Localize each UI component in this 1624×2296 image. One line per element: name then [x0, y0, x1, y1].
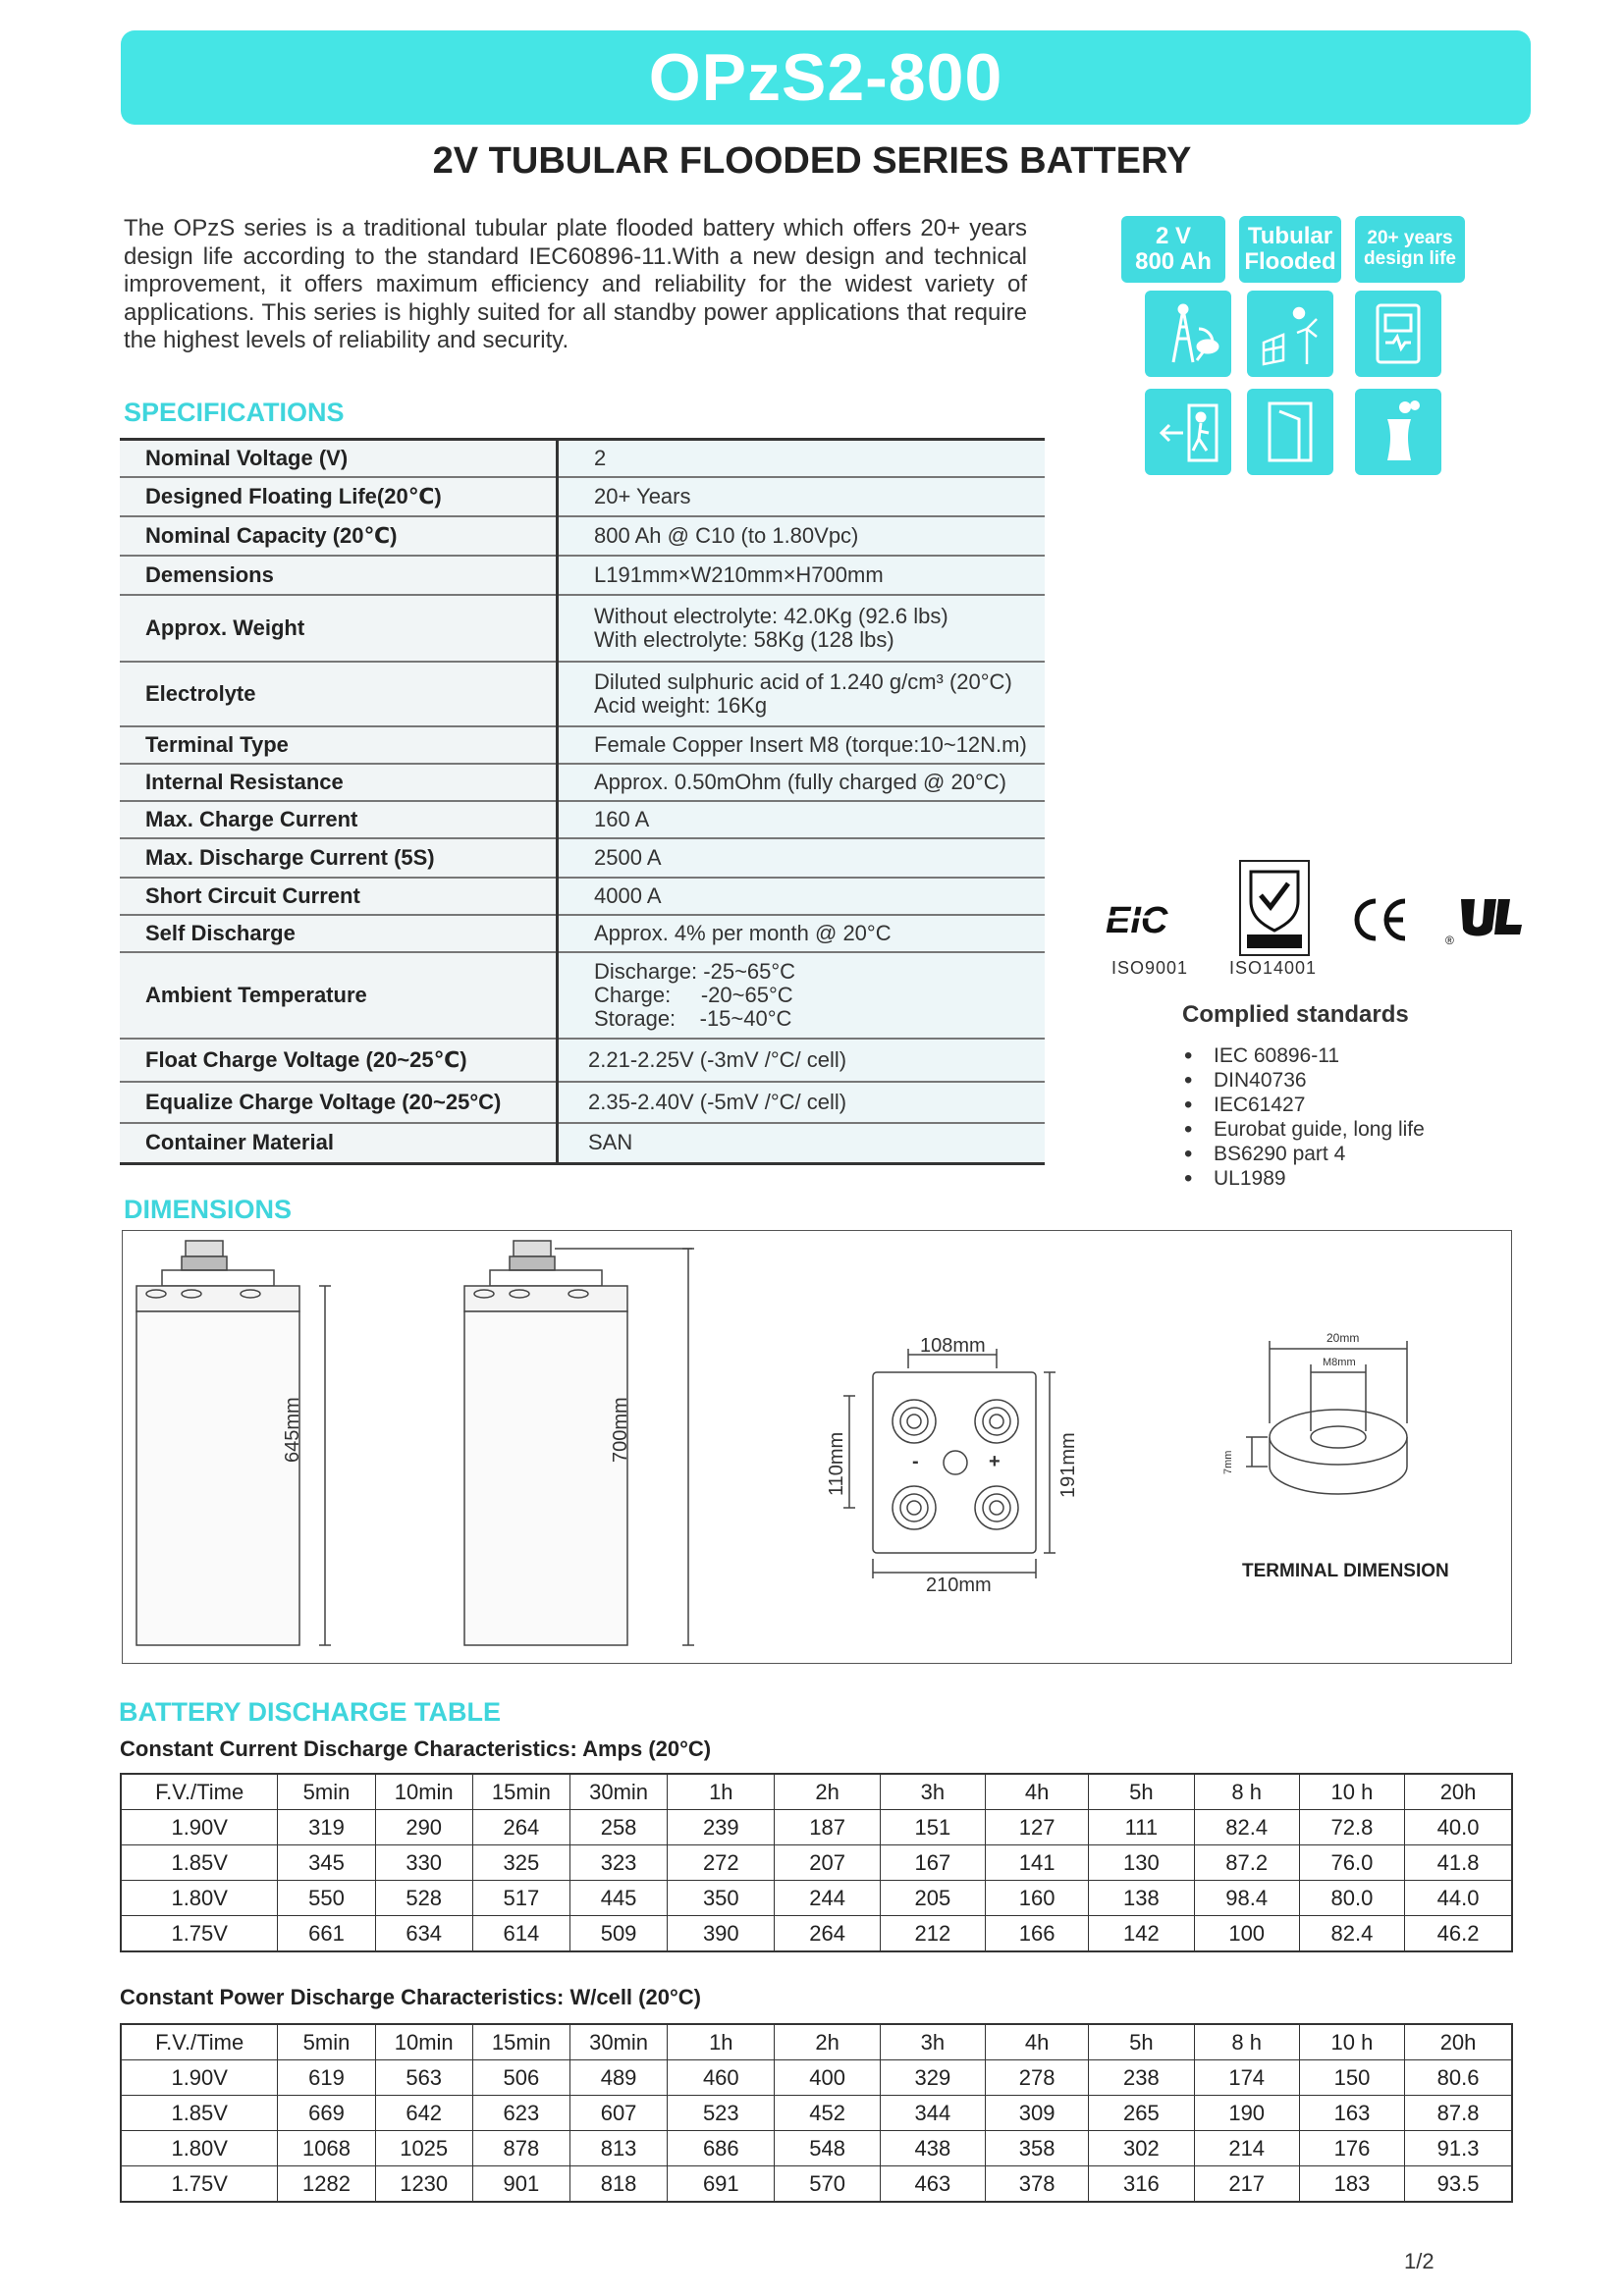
table-cell: 98.4 [1194, 1881, 1299, 1916]
table-cell: 614 [472, 1916, 569, 1952]
table-row [121, 2131, 1512, 2166]
table-cell: 345 [278, 1845, 375, 1881]
column-header: 8 h [1194, 2024, 1299, 2060]
subtitle: 2V TUBULAR FLOODED SERIES BATTERY [432, 140, 1192, 182]
column-header: 2h [775, 2024, 880, 2060]
table-cell: 445 [569, 1881, 667, 1916]
table-row [121, 1845, 1512, 1881]
column-header: 4h [986, 2024, 1089, 2060]
terminal-outer-label: 20mm [1326, 1331, 1360, 1345]
table-cell: 238 [1089, 2060, 1194, 2096]
title-banner [121, 30, 1531, 125]
column-header: 1h [668, 2024, 775, 2060]
table-cell: 264 [775, 1916, 880, 1952]
column-header: 20h [1405, 1774, 1512, 1810]
side-height-label: 110mm [826, 1431, 847, 1496]
table-cell: 452 [775, 2096, 880, 2131]
spec-row: Electrolyte Diluted sulphuric acid of 1.240 g/cm³ (20°C) Acid weight: 16Kg [120, 662, 1045, 726]
spec-row: Max. Discharge Current (5S) 2500 A [120, 838, 1045, 878]
table-cell: 217 [1194, 2166, 1299, 2203]
table-cell: 878 [472, 2131, 569, 2166]
table-cell: 41.8 [1405, 1845, 1512, 1881]
table-cell: 691 [668, 2166, 775, 2203]
intro-text: The OPzS series is a traditional tubular plate flooded battery which offers 20+ years design life according to the standard IEC60896-11.With a new design and technical improvement, it offers maximum efficiency and reliability for the widest variety of applications. This series is highly suited for all standby power applications that require the highest levels of reliability and security. [124, 215, 1027, 353]
table-cell: 93.5 [1405, 2166, 1512, 2203]
table-cell: 548 [775, 2131, 880, 2166]
table-cell: 82.4 [1299, 1916, 1404, 1952]
table-cell: 1.80V [121, 1881, 278, 1916]
badge-life: 20+ years design life [1355, 216, 1465, 283]
table-cell: 76.0 [1299, 1845, 1404, 1881]
svg-text:®: ® [1445, 934, 1454, 946]
spec-row: Container Material SAN [120, 1123, 1045, 1164]
table-cell: 325 [472, 1845, 569, 1881]
table-cell: 1025 [375, 2131, 472, 2166]
spec-row: Designed Floating Life(20℃) 20+ Years [120, 477, 1045, 516]
table-cell: 344 [880, 2096, 985, 2131]
power-discharge-table [120, 2023, 1513, 2203]
list-item: • IEC 60896-11 [1184, 1043, 1425, 1068]
table-cell: 323 [569, 1845, 667, 1881]
column-header: 30min [569, 1774, 667, 1810]
table-cell: 316 [1089, 2166, 1194, 2203]
list-item: • DIN40736 [1184, 1068, 1425, 1093]
table-cell: 463 [880, 2166, 985, 2203]
table-cell: 378 [986, 2166, 1089, 2203]
table-cell: 272 [668, 1845, 775, 1881]
top-width-label: 108mm [920, 1335, 986, 1357]
table-cell: 100 [1194, 1916, 1299, 1952]
table-cell: 265 [1089, 2096, 1194, 2131]
table-cell: 528 [375, 1881, 472, 1916]
column-header: 3h [880, 2024, 985, 2060]
table-cell: 40.0 [1405, 1810, 1512, 1845]
table-row [121, 2166, 1512, 2203]
list-item: • UL1989 [1184, 1166, 1425, 1191]
table-cell: 506 [472, 2060, 569, 2096]
column-header: 20h [1405, 2024, 1512, 2060]
table-cell: 813 [569, 2131, 667, 2166]
table-cell: 167 [880, 1845, 985, 1881]
spec-row: Terminal Type Female Copper Insert M8 (torque:10~12N.m) [120, 726, 1045, 764]
table-cell: 642 [375, 2096, 472, 2131]
table-row [121, 2096, 1512, 2131]
table-cell: 523 [668, 2096, 775, 2131]
spec-row: Short Circuit Current 4000 A [120, 878, 1045, 915]
column-header: 5h [1089, 1774, 1194, 1810]
column-header: F.V./Time [121, 1774, 278, 1810]
table-cell: 141 [986, 1845, 1089, 1881]
spec-row: Nominal Capacity (20℃) 800 Ah @ C10 (to 1.80Vpc) [120, 516, 1045, 556]
column-header: 1h [668, 1774, 775, 1810]
table-cell: 91.3 [1405, 2131, 1512, 2166]
specifications-heading: SPECIFICATIONS [124, 398, 345, 427]
table-cell: 166 [986, 1916, 1089, 1952]
table-cell: 309 [986, 2096, 1089, 2131]
column-header: 15min [472, 2024, 569, 2060]
table-cell: 72.8 [1299, 1810, 1404, 1845]
table-cell: 686 [668, 2131, 775, 2166]
table-cell: 44.0 [1405, 1881, 1512, 1916]
badge-voltage: 2 V 800 Ah [1121, 216, 1225, 283]
door-icon [1247, 389, 1333, 475]
table-cell: 517 [472, 1881, 569, 1916]
list-item: • IEC61427 [1184, 1093, 1425, 1117]
table-cell: 46.2 [1405, 1916, 1512, 1952]
table-cell: 319 [278, 1810, 375, 1845]
spec-row: Float Charge Voltage (20~25℃) 2.21-2.25V (-3mV /°C/ cell) [120, 1039, 1045, 1082]
ce-mark [1350, 895, 1409, 944]
table-cell: 258 [569, 1810, 667, 1845]
column-header: 8 h [1194, 1774, 1299, 1810]
page-title: OPzS2-800 [648, 40, 1003, 115]
table-cell: 82.4 [1194, 1810, 1299, 1845]
column-header: 15min [472, 1774, 569, 1810]
terminal-dimension-title: TERMINAL DIMENSION [1242, 1561, 1449, 1581]
table-cell: 87.8 [1405, 2096, 1512, 2131]
ul-mark [1443, 889, 1530, 946]
table-cell: 619 [278, 2060, 375, 2096]
column-header: 4h [986, 1774, 1089, 1810]
table-cell: 489 [569, 2060, 667, 2096]
column-header: 10 h [1299, 1774, 1404, 1810]
table-cell: 80.6 [1405, 2060, 1512, 2096]
height-645-label: 645mm [282, 1397, 303, 1463]
table-cell: 163 [1299, 2096, 1404, 2131]
table-cell: 563 [375, 2060, 472, 2096]
minus-terminal-label: - [912, 1451, 919, 1472]
table-cell: 509 [569, 1916, 667, 1952]
table-cell: 1068 [278, 2131, 375, 2166]
table-cell: 214 [1194, 2131, 1299, 2166]
terminal-height-label: 7mm [1222, 1450, 1234, 1474]
table-header-row [121, 1774, 1512, 1810]
depth-label: 191mm [1057, 1432, 1079, 1498]
table-cell: 150 [1299, 2060, 1404, 2096]
table-cell: 183 [1299, 2166, 1404, 2203]
table-cell: 142 [1089, 1916, 1194, 1952]
spec-row: Self Discharge Approx. 4% per month @ 20°C [120, 915, 1045, 952]
table-cell: 1282 [278, 2166, 375, 2203]
table-cell: 212 [880, 1916, 985, 1952]
current-discharge-table [120, 1773, 1513, 1952]
table-cell: 570 [775, 2166, 880, 2203]
spec-row: Equalize Charge Voltage (20~25°C) 2.35-2.40V (-5mV /°C/ cell) [120, 1082, 1045, 1123]
table-cell: 302 [1089, 2131, 1194, 2166]
standards-heading: Complied standards [1182, 1001, 1409, 1028]
column-header: F.V./Time [121, 2024, 278, 2060]
spec-row: Max. Charge Current 160 A [120, 801, 1045, 838]
table-cell: 1.75V [121, 2166, 278, 2203]
table-row [121, 1810, 1512, 1845]
column-header: 3h [880, 1774, 985, 1810]
table-cell: 207 [775, 1845, 880, 1881]
iso9001-label: ISO9001 [1111, 958, 1189, 978]
table-cell: 634 [375, 1916, 472, 1952]
table-cell: 239 [668, 1810, 775, 1845]
plus-terminal-label: + [989, 1451, 1001, 1472]
table-cell: 661 [278, 1916, 375, 1952]
spec-row: Approx. Weight Without electrolyte: 42.0Kg (92.6 lbs) With electrolyte: 58Kg (128 lbs) [120, 595, 1045, 662]
telecom-tower-icon [1145, 291, 1231, 377]
badge-type: Tubular Flooded [1239, 216, 1341, 283]
table-cell: 127 [986, 1810, 1089, 1845]
table-row [121, 1881, 1512, 1916]
column-header: 10 h [1299, 2024, 1404, 2060]
solar-wind-icon [1247, 291, 1333, 377]
table-cell: 390 [668, 1916, 775, 1952]
spec-row: Ambient Temperature Discharge: -25~65°C Charge: -20~65°C Storage: -15~40°C [120, 952, 1045, 1039]
dimension-drawing [122, 1230, 1512, 1664]
table-cell: 1.80V [121, 2131, 278, 2166]
list-item: • BS6290 part 4 [1184, 1142, 1425, 1166]
table-cell: 160 [986, 1881, 1089, 1916]
column-header: 2h [775, 1774, 880, 1810]
table-cell: 264 [472, 1810, 569, 1845]
column-header: 10min [375, 2024, 472, 2060]
table-cell: 1230 [375, 2166, 472, 2203]
iso14001-label: ISO14001 [1229, 958, 1318, 978]
table-cell: 190 [1194, 2096, 1299, 2131]
table-cell: 1.90V [121, 2060, 278, 2096]
table-cell: 174 [1194, 2060, 1299, 2096]
table-cell: 623 [472, 2096, 569, 2131]
terminal-thread-label: M8mm [1323, 1357, 1356, 1368]
table-cell: 1.85V [121, 1845, 278, 1881]
table-row [121, 2060, 1512, 2096]
table-cell: 151 [880, 1810, 985, 1845]
table-row [121, 1916, 1512, 1952]
standards-list [1184, 1043, 1425, 1191]
table-cell: 111 [1089, 1810, 1194, 1845]
spec-row: Demensions L191mm×W210mm×H700mm [120, 556, 1045, 595]
table-cell: 329 [880, 2060, 985, 2096]
ups-cabinet-icon [1355, 291, 1441, 377]
table-cell: 330 [375, 1845, 472, 1881]
current-table-title: Constant Current Discharge Characteristics: Amps (20°C) [120, 1736, 712, 1761]
table-cell: 176 [1299, 2131, 1404, 2166]
column-header: 30min [569, 2024, 667, 2060]
table-cell: 187 [775, 1810, 880, 1845]
table-cell: 818 [569, 2166, 667, 2203]
table-cell: 1.75V [121, 1916, 278, 1952]
table-cell: 290 [375, 1810, 472, 1845]
spec-row: Nominal Voltage (V) 2 [120, 440, 1045, 477]
eic-logo [1104, 895, 1184, 942]
table-cell: 80.0 [1299, 1881, 1404, 1916]
width-label: 210mm [926, 1575, 992, 1596]
power-plant-icon [1355, 389, 1441, 475]
table-cell: 901 [472, 2166, 569, 2203]
table-cell: 205 [880, 1881, 985, 1916]
specifications-table [120, 438, 1045, 1165]
table-header-row [121, 2024, 1512, 2060]
power-table-title: Constant Power Discharge Characteristics: W/cell (20°C) [120, 1985, 701, 2009]
table-cell: 130 [1089, 1845, 1194, 1881]
table-cell: 278 [986, 2060, 1089, 2096]
table-cell: 87.2 [1194, 1845, 1299, 1881]
column-header: 5min [278, 2024, 375, 2060]
ukas-logo [1239, 860, 1310, 956]
table-cell: 1.90V [121, 1810, 278, 1845]
svg-text:EIC: EIC [1106, 900, 1168, 941]
table-cell: 669 [278, 2096, 375, 2131]
discharge-heading: BATTERY DISCHARGE TABLE [119, 1697, 502, 1727]
column-header: 10min [375, 1774, 472, 1810]
table-cell: 358 [986, 2131, 1089, 2166]
table-cell: 438 [880, 2131, 985, 2166]
table-cell: 350 [668, 1881, 775, 1916]
emergency-exit-icon [1145, 389, 1231, 475]
height-700-label: 700mm [610, 1397, 631, 1463]
table-cell: 607 [569, 2096, 667, 2131]
column-header: 5h [1089, 2024, 1194, 2060]
column-header: 5min [278, 1774, 375, 1810]
table-cell: 460 [668, 2060, 775, 2096]
table-cell: 244 [775, 1881, 880, 1916]
spec-row: Internal Resistance Approx. 0.50mOhm (fully charged @ 20°C) [120, 764, 1045, 801]
table-cell: 400 [775, 2060, 880, 2096]
table-cell: 550 [278, 1881, 375, 1916]
table-cell: 1.85V [121, 2096, 278, 2131]
list-item: • Eurobat guide, long life [1184, 1117, 1425, 1142]
table-cell: 138 [1089, 1881, 1194, 1916]
dimensions-heading: DIMENSIONS [124, 1195, 293, 1224]
page-number: 1/2 [1404, 2249, 1435, 2273]
